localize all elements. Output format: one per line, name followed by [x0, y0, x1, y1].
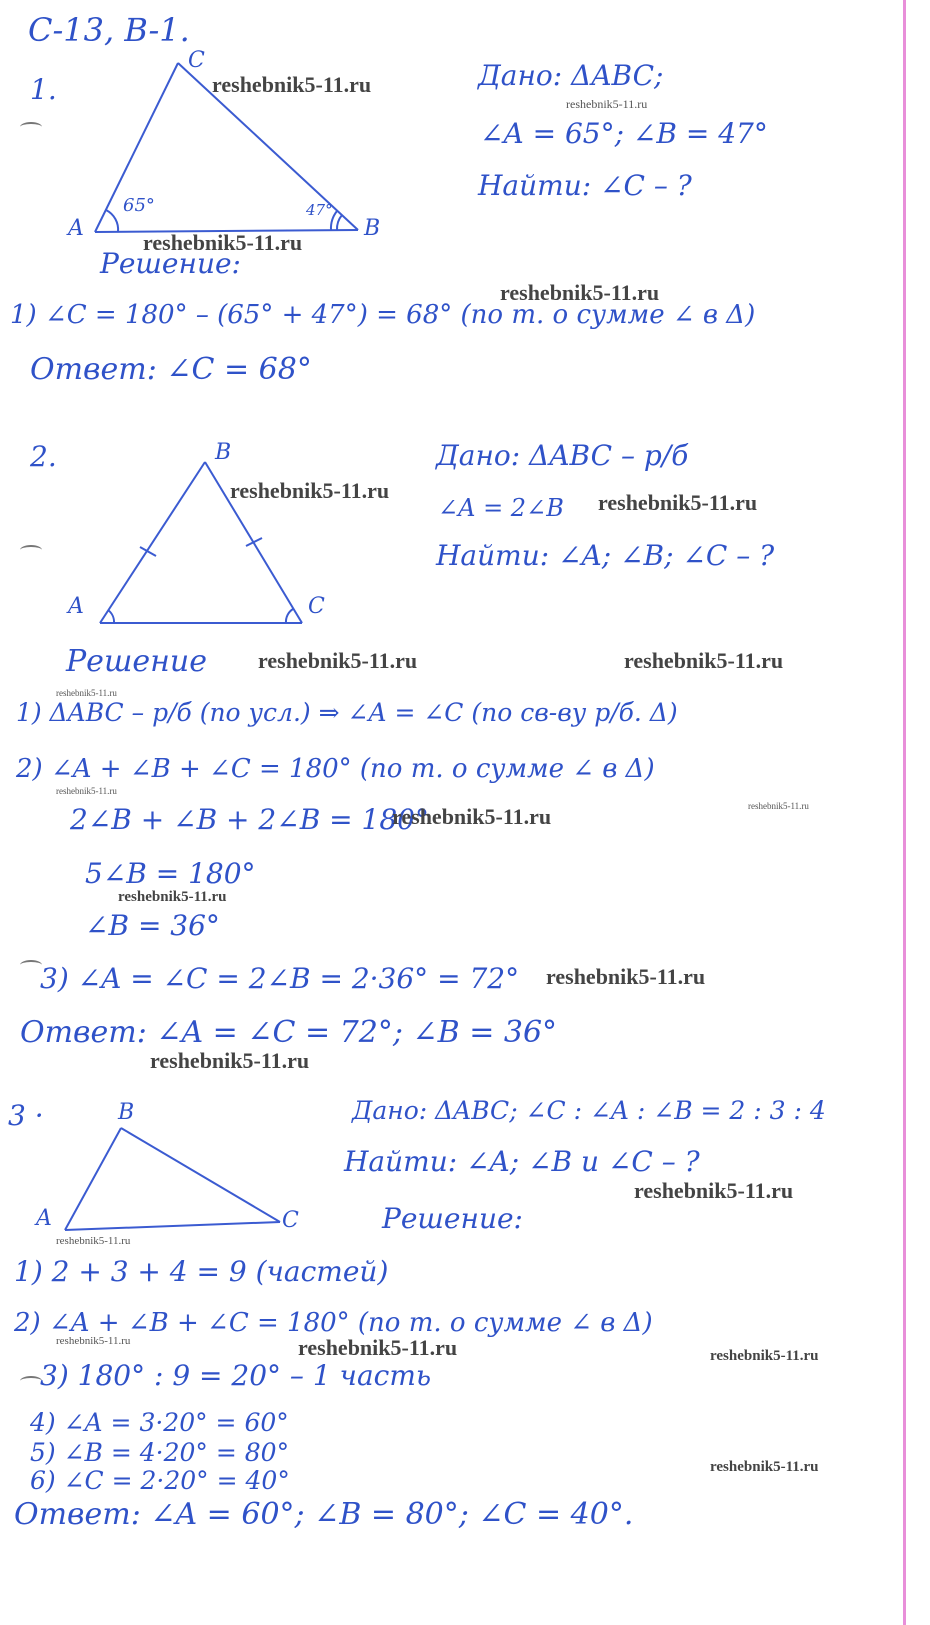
problem-2-eq-2: 5∠B = 180°	[85, 857, 256, 890]
problem-2-eq-1: 2∠B + ∠B + 2∠B = 180°	[70, 803, 429, 836]
watermark: reshebnik5-11.ru	[230, 478, 390, 503]
problem-2-number: 2.	[30, 440, 57, 473]
problem-3-step-5: 5) ∠B = 4·20° = 80°	[30, 1438, 290, 1467]
punch-hole-mark	[20, 545, 42, 555]
watermark: reshebnik5-11.ru	[500, 280, 660, 305]
problem-3-number: 3 ·	[8, 1099, 44, 1132]
problem-2-answer: Ответ: ∠A = ∠C = 72°; ∠B = 36°	[20, 1015, 558, 1050]
problem-2-step-3: 3) ∠A = ∠C = 2∠B = 2·36° = 72°	[40, 962, 520, 995]
problem-1-answer: Ответ: ∠C = 68°	[30, 352, 312, 387]
watermark: reshebnik5-11.ru	[212, 72, 372, 97]
watermark: reshebnik5-11.ru	[710, 1459, 819, 1475]
problem-1-step-1: 1) ∠C = 180° – (65° + 47°) = 68° (по т. о сумме ∠ в Δ)	[10, 300, 756, 330]
vertex-label-b: B	[118, 1100, 135, 1125]
watermark: reshebnik5-11.ru	[56, 1335, 131, 1347]
problem-3-step-3: 3) 180° : 9 = 20° – 1 часть	[40, 1359, 432, 1392]
watermark: reshebnik5-11.ru	[298, 1335, 458, 1360]
vertex-label-b: B	[364, 216, 381, 241]
problem-3-answer: Ответ: ∠A = 60°; ∠B = 80°; ∠C = 40°.	[14, 1497, 634, 1532]
problem-3-step-2: 2) ∠A + ∠B + ∠C = 180° (по т. о сумме ∠ в Δ)	[14, 1308, 653, 1338]
vertex-label-c: C	[282, 1208, 299, 1233]
problem-2-given-label: Дано: ΔABC – р/б	[436, 439, 689, 472]
problem-3-step-4: 4) ∠A = 3·20° = 60°	[30, 1408, 289, 1437]
problem-1-given-label: Дано: ΔABC;	[478, 59, 664, 92]
triangle-3	[65, 1128, 280, 1230]
watermark: reshebnik5-11.ru	[143, 230, 303, 255]
watermark: reshebnik5-11.ru	[748, 801, 809, 811]
problem-2-step-2: 2) ∠A + ∠B + ∠C = 180° (по т. о сумме ∠ в Δ)	[16, 754, 655, 784]
problem-1-number: 1.	[30, 73, 57, 106]
watermark: reshebnik5-11.ru	[56, 786, 117, 796]
problem-1-given-values: ∠A = 65°; ∠B = 47°	[480, 117, 768, 150]
watermark: reshebnik5-11.ru	[150, 1048, 310, 1073]
vertex-label-a: A	[36, 1206, 52, 1231]
problem-2-solution-label: Решение	[66, 644, 207, 679]
vertex-label-c: C	[308, 594, 325, 619]
watermark: reshebnik5-11.ru	[624, 648, 784, 673]
problem-1-solution-label: Решение:	[100, 247, 241, 280]
watermark: reshebnik5-11.ru	[598, 490, 758, 515]
problem-3-find: Найти: ∠A; ∠B и ∠C – ?	[344, 1145, 700, 1178]
problem-2-step-1: 1) ΔABC – р/б (по усл.) ⇒ ∠A = ∠C (по св-ву р/б. Δ)	[16, 698, 678, 727]
punch-hole-mark	[20, 1376, 42, 1386]
problem-3-given: Дано: ΔABC; ∠C : ∠A : ∠B = 2 : 3 : 4	[352, 1096, 826, 1125]
problem-3-solution-label: Решение:	[382, 1202, 523, 1235]
angle-label-a: 65°	[123, 195, 155, 216]
problem-1-find: Найти: ∠C – ?	[478, 169, 692, 202]
watermark: reshebnik5-11.ru	[634, 1178, 794, 1203]
watermark: reshebnik5-11.ru	[56, 688, 117, 698]
vertex-label-a: A	[68, 594, 84, 619]
vertex-label-a: A	[68, 216, 84, 241]
watermark: reshebnik5-11.ru	[392, 804, 552, 829]
problem-2-eq-3: ∠B = 36°	[85, 909, 220, 942]
watermark: reshebnik5-11.ru	[56, 1235, 131, 1247]
angle-label-b: 47°	[306, 201, 333, 219]
watermark: reshebnik5-11.ru	[546, 964, 706, 989]
watermark: reshebnik5-11.ru	[566, 97, 648, 111]
page-header: C-13, B-1.	[28, 11, 190, 49]
watermark: reshebnik5-11.ru	[710, 1348, 819, 1364]
vertex-label-b: B	[215, 440, 232, 465]
problem-2-given-values: ∠A = 2∠B	[438, 494, 564, 522]
problem-3-step-6: 6) ∠C = 2·20° = 40°	[30, 1466, 290, 1495]
watermark: reshebnik5-11.ru	[118, 889, 227, 905]
watermark: reshebnik5-11.ru	[258, 648, 418, 673]
punch-hole-mark	[20, 960, 42, 970]
problem-3-step-1: 1) 2 + 3 + 4 = 9 (частей)	[14, 1255, 389, 1288]
vertex-label-c: C	[188, 48, 205, 73]
problem-2-find: Найти: ∠A; ∠B; ∠C – ?	[436, 539, 775, 572]
punch-hole-mark	[20, 122, 42, 132]
